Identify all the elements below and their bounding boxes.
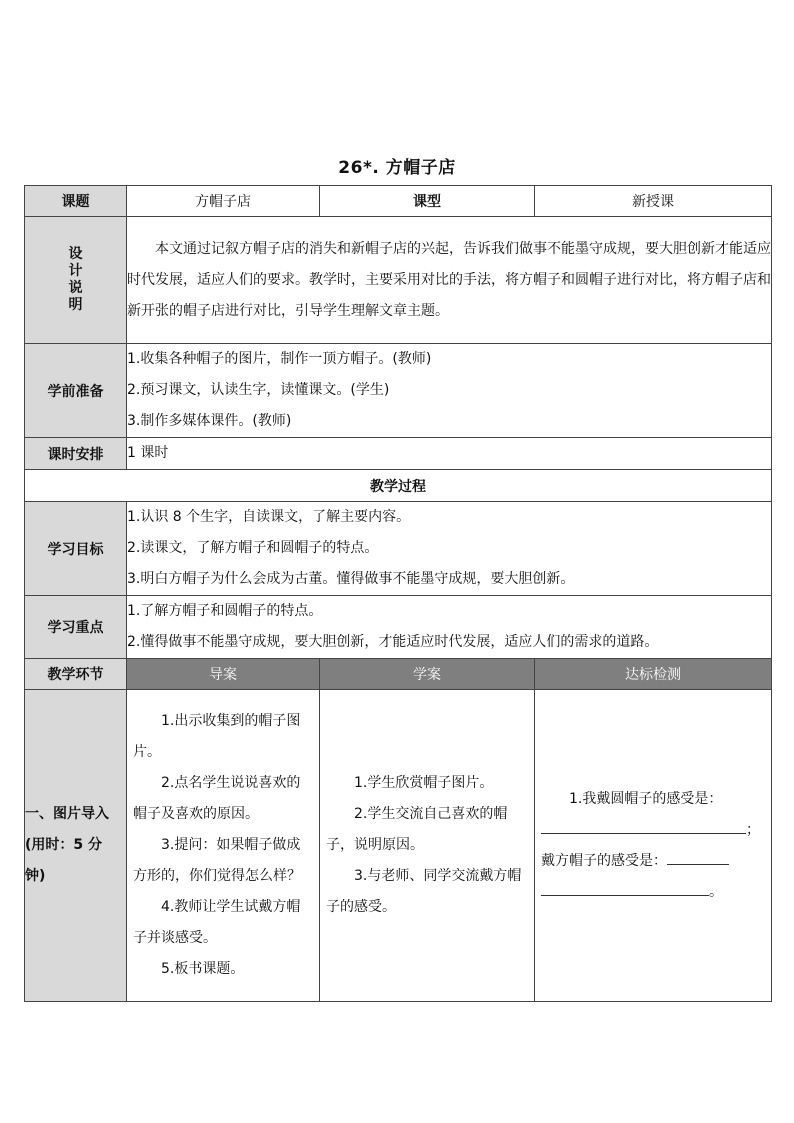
process-heading-row: [25, 470, 772, 502]
type-label: 课型: [320, 186, 535, 217]
header-row: [25, 186, 772, 217]
design-label-char: 设: [68, 246, 83, 262]
lesson-plan-table: [24, 185, 772, 1002]
design-label-char: 明: [68, 297, 83, 313]
schedule-value: 1 课时: [127, 438, 772, 470]
check-answer-line-3: [541, 877, 765, 908]
topic-value: 方帽子店: [127, 186, 320, 217]
check-question-2: 戴方帽子的感受是：: [541, 852, 667, 869]
section-header-row: [25, 659, 772, 690]
stage1-study: [320, 690, 535, 1002]
stage1-label-line: 一、图片导入: [25, 806, 109, 822]
check-column-header: 达标检测: [535, 659, 772, 690]
preparation-item: 3.制作多媒体课件。(教师): [127, 413, 292, 429]
preparation-label: 学前准备: [25, 344, 127, 438]
key-points-label: 学习重点: [25, 596, 127, 659]
stage1-row: [25, 690, 772, 1002]
guide-column-header: 导案: [127, 659, 320, 690]
stage-column-header: 教学环节: [25, 659, 127, 690]
design-text: 本文通过记叙方帽子店的消失和新帽子店的兴起，告诉我们做事不能墨守成规，要大胆创新才能适应时代发展，适应人们的要求。教学时，主要采用对比的手法，将方帽子和圆帽子进行对比，将方帽子店和新开张的帽子店进行对比，引导学生理解文章主题。: [127, 217, 772, 344]
page-title: 26*. 方帽子店: [338, 158, 456, 178]
design-label-char: 计: [68, 263, 83, 279]
objective-item: 3.明白方帽子为什么会成为古董。懂得做事不能墨守成规，要大胆创新。: [127, 571, 575, 587]
design-row: [25, 217, 772, 344]
check-answer-line-1: [541, 815, 765, 846]
stage1-guide: [127, 690, 320, 1002]
study-column-header: 学案: [320, 659, 535, 690]
schedule-row: [25, 438, 772, 470]
study-step: 2.学生交流自己喜欢的帽子，说明原因。: [326, 806, 508, 853]
design-label: [25, 217, 127, 344]
guide-step: 1.出示收集到的帽子图片。: [133, 713, 301, 760]
design-label-char: 说: [68, 280, 83, 296]
preparation-item: 1.收集各种帽子的图片，制作一顶方帽子。(教师): [127, 351, 432, 367]
guide-step: 3.提问：如果帽子做成方形的，你们觉得怎么样？: [133, 837, 301, 884]
objective-item: 2.读课文，了解方帽子和圆帽子的特点。: [127, 540, 379, 556]
answer-blank[interactable]: [541, 881, 709, 896]
stage1-label-line: (用时：5 分: [25, 837, 103, 853]
study-step: 1.学生欣赏帽子图片。: [354, 775, 494, 791]
check-answer-line-2: [541, 846, 765, 877]
guide-step: 4.教师让学生试戴方帽子并谈感受。: [133, 899, 301, 946]
preparation-items: [127, 344, 772, 438]
key-point-item: 2.懂得做事不能墨守成规，要大胆创新，才能适应时代发展，适应人们的需求的道路。: [127, 634, 659, 650]
study-step: 3.与老师、同学交流戴方帽子的感受。: [326, 868, 522, 915]
process-heading: 教学过程: [25, 470, 772, 502]
check-end: 。: [709, 883, 723, 900]
stage1-label: [25, 690, 127, 1002]
check-separator: ；: [746, 821, 760, 838]
guide-step: 2.点名学生说说喜欢的帽子及喜欢的原因。: [133, 775, 301, 822]
key-points-row: [25, 596, 772, 659]
key-points-items: [127, 596, 772, 659]
answer-blank[interactable]: [541, 819, 746, 834]
answer-blank[interactable]: [667, 850, 729, 865]
objective-item: 1.认识 8 个生字，自读课文，了解主要内容。: [127, 509, 411, 525]
objectives-items: [127, 502, 772, 596]
type-value: 新授课: [535, 186, 772, 217]
topic-label: 课题: [25, 186, 127, 217]
stage1-check: [535, 690, 772, 1002]
preparation-item: 2.预习课文，认读生字，读懂课文。(学生): [127, 382, 390, 398]
guide-step: 5.板书课题。: [161, 961, 245, 977]
objectives-row: [25, 502, 772, 596]
stage1-label-line: 钟): [25, 868, 46, 884]
key-point-item: 1.了解方帽子和圆帽子的特点。: [127, 603, 323, 619]
schedule-label: 课时安排: [25, 438, 127, 470]
preparation-row: [25, 344, 772, 438]
check-question-1: 1.我戴圆帽子的感受是：: [569, 790, 723, 807]
objectives-label: 学习目标: [25, 502, 127, 596]
